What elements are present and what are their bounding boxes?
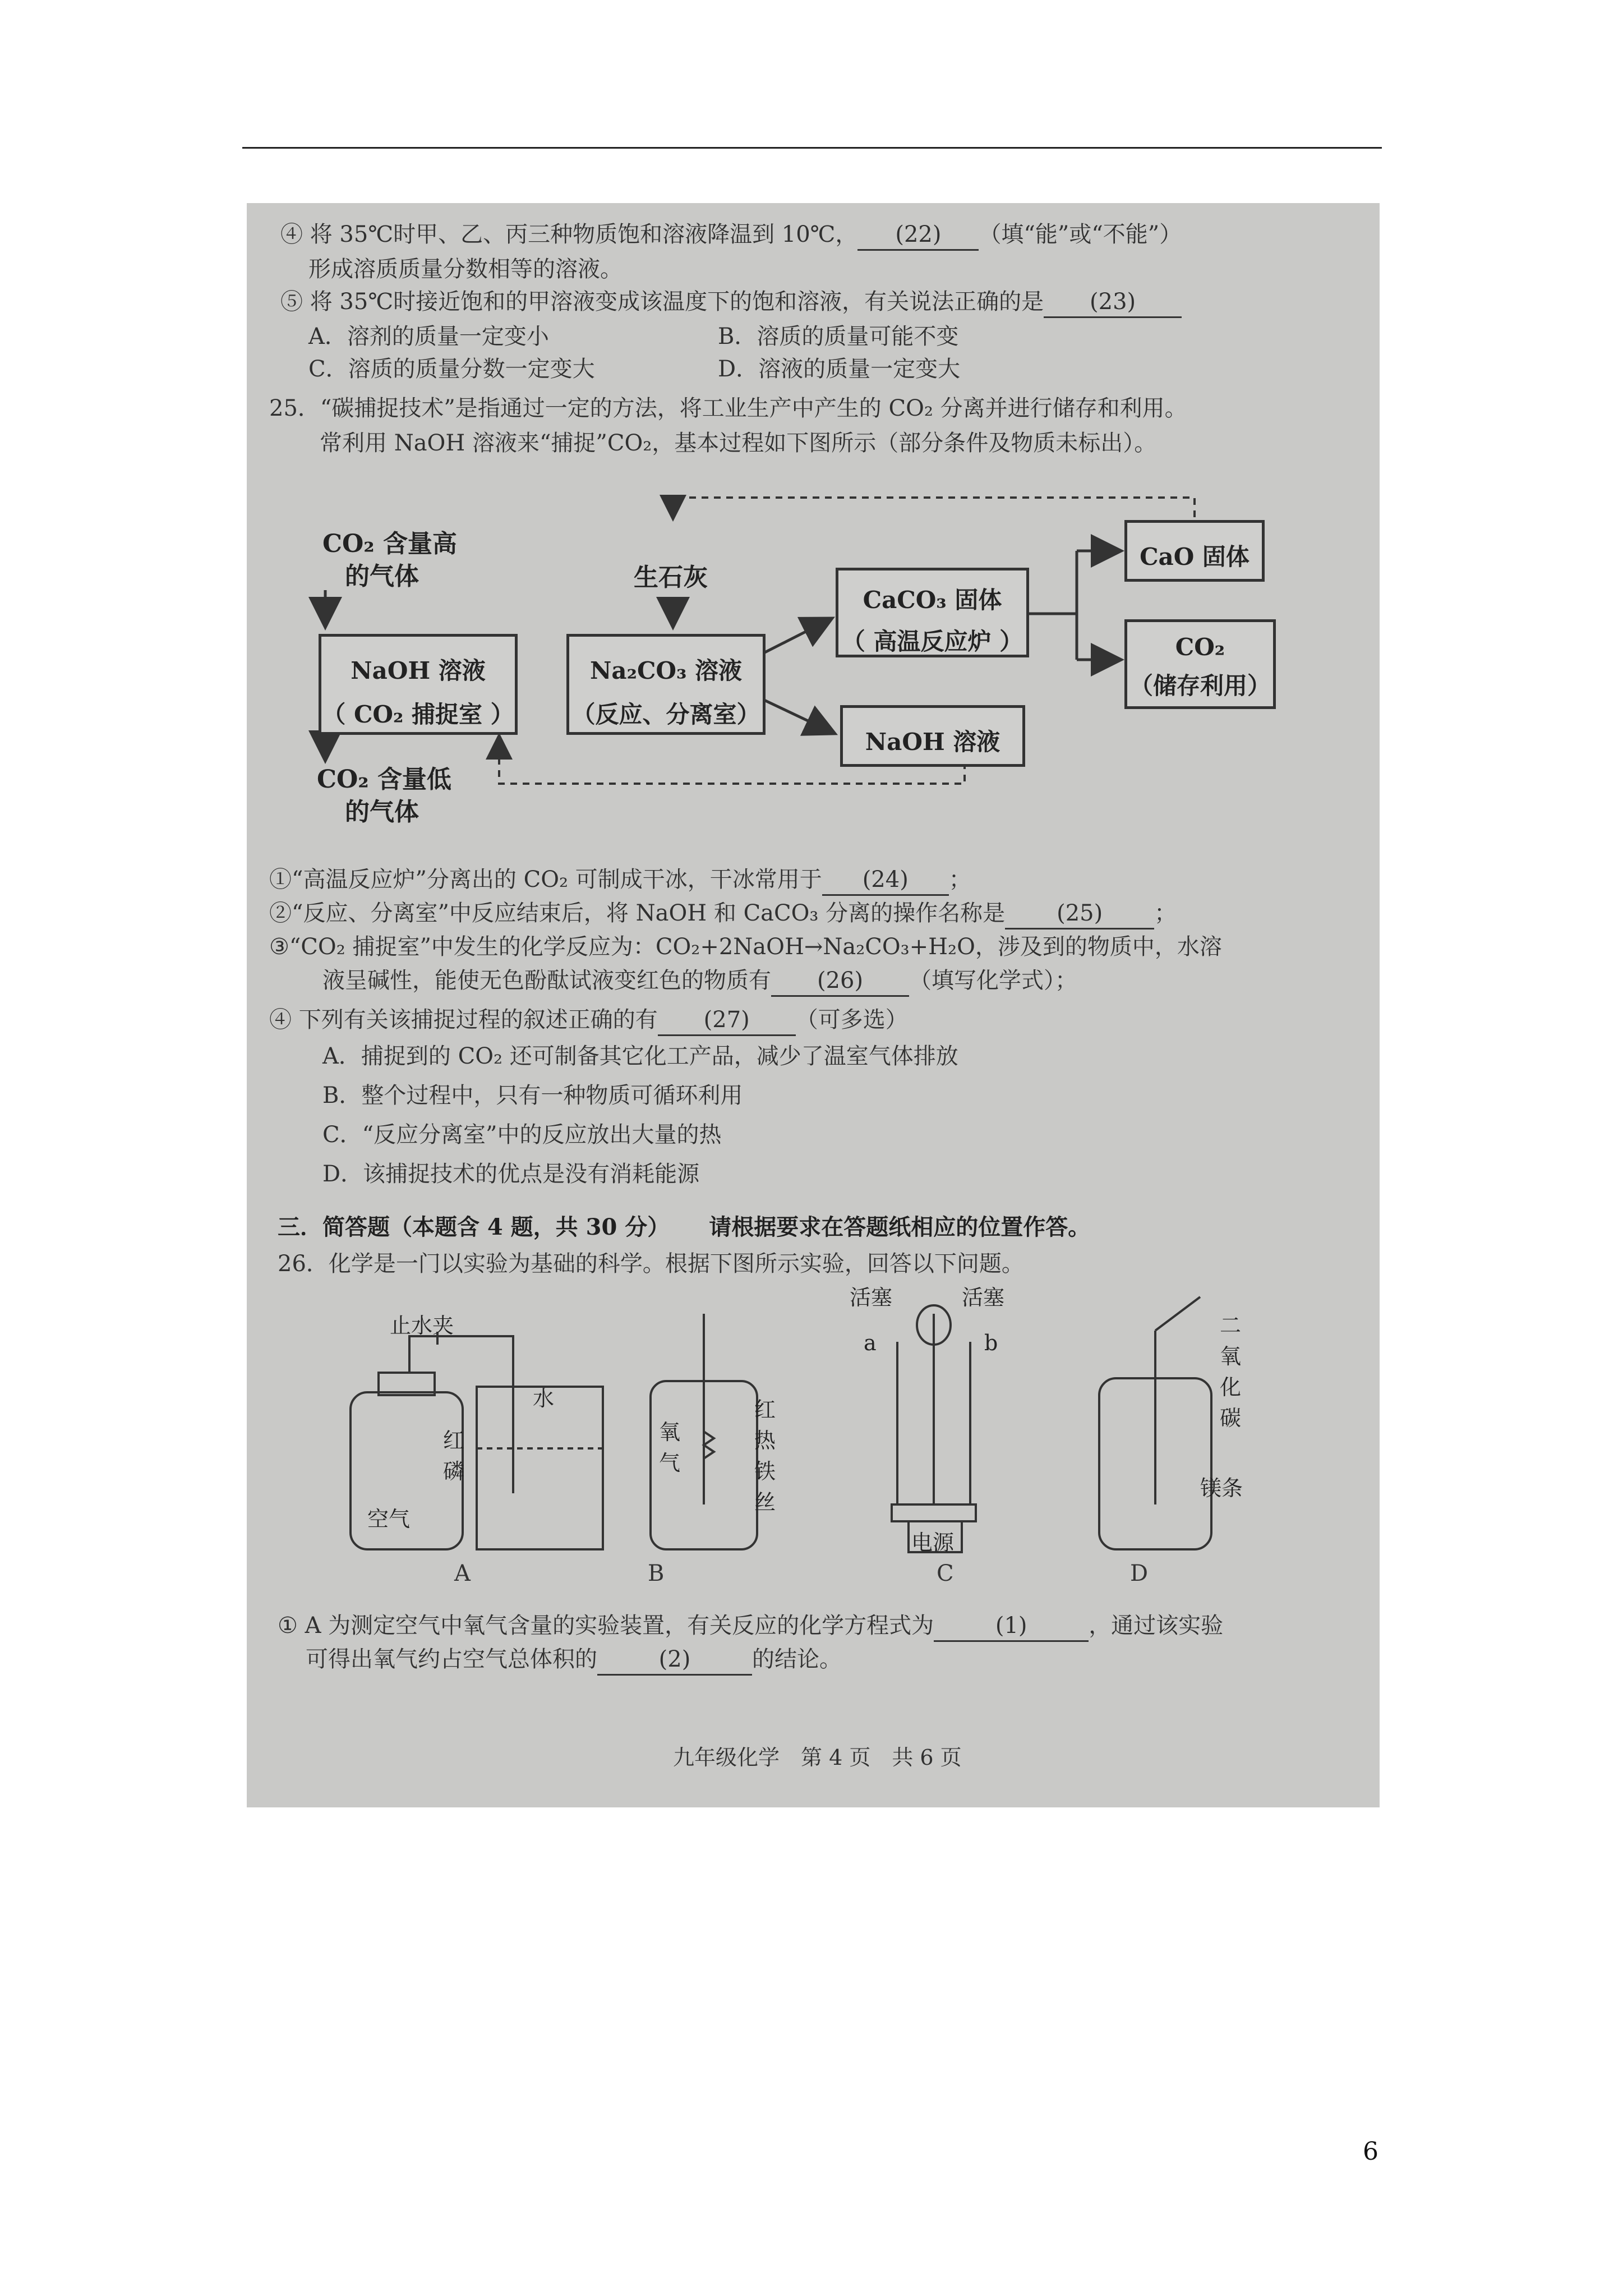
q26-item1-line1	[278, 1611, 1223, 1642]
header-rule	[242, 147, 1382, 149]
co2-capture-flow-diagram	[247, 203, 1380, 876]
answer-blank-2[interactable]: (2)	[597, 1645, 752, 1676]
exam-photo	[247, 203, 1380, 1807]
input-gas-label-1: CO₂ 含量高	[322, 530, 457, 558]
box-cao-text: CaO 固体	[1140, 543, 1249, 570]
q25-option-b: B．整个过程中，只有一种物质可循环利用	[322, 1083, 743, 1108]
box-capture-line2: （ CO₂ 捕捉室 ）	[322, 701, 514, 728]
q25-item3-text: 液呈碱性，能使无色酚酞试液变红色的物质有	[322, 968, 771, 993]
box-capture-room	[319, 634, 518, 735]
figC-tube-b-label: b	[984, 1331, 998, 1355]
figC-right-valve-label: 活塞	[962, 1285, 1005, 1310]
q25-option-d: D．该捕捉技术的优点是没有消耗能源	[322, 1161, 700, 1187]
quicklime-label: 生石灰	[634, 563, 708, 592]
q24-item4-text: ④ 将 35℃时甲、乙、丙三种物质饱和溶液降温到 10℃，	[280, 222, 858, 247]
answer-blank-27[interactable]: (27)	[658, 1005, 796, 1036]
q25-item4-line	[269, 1005, 908, 1036]
q24-option-d: D．溶液的质量一定变大	[718, 356, 961, 382]
q25-item4-note: （可多选）	[795, 1007, 908, 1033]
figB-oxygen-label: 氧气	[659, 1420, 681, 1475]
box-furnace-line1: CaCO₃ 固体	[863, 586, 1002, 614]
q25-item3-hint: （填写化学式）；	[909, 968, 1077, 993]
figure-d-caption: D	[1130, 1561, 1149, 1586]
box-cao	[1124, 520, 1265, 582]
figure-a-caption: A	[454, 1561, 471, 1586]
q25-item1-line: ①“高温反应炉”分离出的 CO₂ 可制成干冰，干冰常用于 (24) ；	[269, 865, 971, 896]
figD-magnesium-label: 镁条	[1200, 1476, 1243, 1501]
q26-item1-line2	[306, 1645, 842, 1676]
box-capture-line1: NaOH 溶液	[351, 657, 486, 684]
q26-item1-tail: ，通过该实验	[1089, 1613, 1224, 1639]
box-furnace-line2: （ 高温反应炉 ）	[841, 628, 1023, 655]
figure-c-caption: C	[937, 1561, 954, 1586]
input-gas-label-2: 的气体	[345, 562, 419, 591]
figure-b-caption: B	[648, 1561, 665, 1586]
figD-co2-label: 二氧化碳	[1220, 1313, 1242, 1430]
q25-item1-text: ①“高温反应炉”分离出的 CO₂ 可制成干冰，干冰常用于	[269, 867, 822, 892]
q24-item5-text: ⑤ 将 35℃时接近饱和的甲溶液变成该温度下的饱和溶液，有关说法正确的是	[280, 289, 1044, 315]
figC-power-label: 电源	[911, 1530, 955, 1555]
box-naoh-text: NaOH 溶液	[865, 728, 1000, 756]
q25-option-a: A．捕捉到的 CO₂ 还可制备其它化工产品，减少了温室气体排放	[322, 1043, 958, 1069]
q25-item4-text: ④ 下列有关该捕捉过程的叙述正确的有	[269, 1007, 658, 1033]
figA-air-label: 空气	[367, 1507, 411, 1531]
figA-clamp-label: 止水夹	[390, 1313, 454, 1338]
box-react-line2: （反应、分离室）	[571, 701, 760, 728]
box-co2-line2: （储存利用）	[1129, 672, 1271, 700]
q24-item4-line2: 形成溶质质量分数相等的溶液。	[308, 256, 623, 282]
answer-blank-22[interactable]: (22)	[857, 220, 979, 251]
q24-option-b: B．溶质的质量可能不变	[718, 324, 959, 349]
section3-heading	[278, 1213, 1090, 1242]
answer-blank-23[interactable]: (23)	[1044, 287, 1182, 318]
figC-left-valve-label: 活塞	[850, 1285, 893, 1310]
q26-item1-text2: 可得出氧气约占空气总体积的	[306, 1646, 597, 1672]
q24-option-c: C．溶质的质量分数一定变大	[308, 356, 595, 382]
section3-title: 三．简答题（本题含 4 题，共 30 分）	[278, 1214, 670, 1240]
q25-item3-line1: ③“CO₂ 捕捉室”中发生的化学反应为：CO₂+2NaOH→Na₂CO₃+H₂O，涉及到的物质中，水溶	[269, 934, 1222, 960]
answer-blank-24[interactable]: (24)	[822, 865, 949, 896]
box-co2-line1: CO₂	[1175, 633, 1225, 661]
figC-tube-a-label: a	[864, 1331, 877, 1355]
answer-blank-1[interactable]: (1)	[934, 1611, 1089, 1642]
q25-item3-line2	[322, 966, 1077, 997]
q26-intro: 26．化学是一门以实验为基础的科学。根据下图所示实验，回答以下问题。	[278, 1251, 1024, 1277]
box-co2-storage	[1124, 619, 1276, 709]
q25-option-c: C．“反应分离室”中的反应放出大量的热	[322, 1122, 722, 1148]
figA-water-label: 水	[533, 1386, 555, 1411]
figB-wire-label: 红热铁丝	[754, 1397, 776, 1515]
box-furnace	[836, 568, 1029, 657]
box-reaction-room	[566, 634, 766, 735]
q26-item1-tail2: 的结论。	[752, 1646, 842, 1672]
q25-item2-text: ②“反应、分离室”中反应结束后，将 NaOH 和 CaCO₃ 分离的操作名称是	[269, 900, 1006, 926]
q26-item1-text: ① A 为测定空气中氧气含量的实验装置，有关反应的化学方程式为	[278, 1613, 934, 1639]
figA-phosphorus-label: 红磷	[443, 1428, 465, 1484]
page-number: 6	[1363, 2137, 1378, 2166]
q24-item4-hint: （填“能”或“不能”）	[979, 222, 1182, 247]
box-naoh-solution	[840, 705, 1025, 767]
answer-blank-25[interactable]: (25)	[1005, 899, 1154, 930]
section3-instruction: 请根据要求在答题纸相应的位置作答。	[709, 1214, 1091, 1240]
q25-item2-line: ②“反应、分离室”中反应结束后，将 NaOH 和 CaCO₃ 分离的操作名称是 (25) ；	[269, 899, 1177, 930]
experiment-figures	[247, 1280, 1380, 1594]
answer-blank-26[interactable]: (26)	[771, 966, 909, 997]
page-footer: 九年级化学 第 4 页 共 6 页	[673, 1745, 962, 1770]
box-react-line1: Na₂CO₃ 溶液	[589, 657, 743, 684]
q25-intro-line2: 常利用 NaOH 溶液来“捕捉”CO₂，基本过程如下图所示（部分条件及物质未标出）。	[320, 430, 1157, 456]
output-gas-label-2: 的气体	[345, 798, 419, 826]
q25-intro-line1: 25．“碳捕捉技术”是指通过一定的方法，将工业生产中产生的 CO₂ 分离并进行储存和利用。	[269, 395, 1187, 421]
output-gas-label-1: CO₂ 含量低	[317, 765, 451, 794]
q24-option-a: A．溶剂的质量一定变小	[308, 324, 549, 349]
